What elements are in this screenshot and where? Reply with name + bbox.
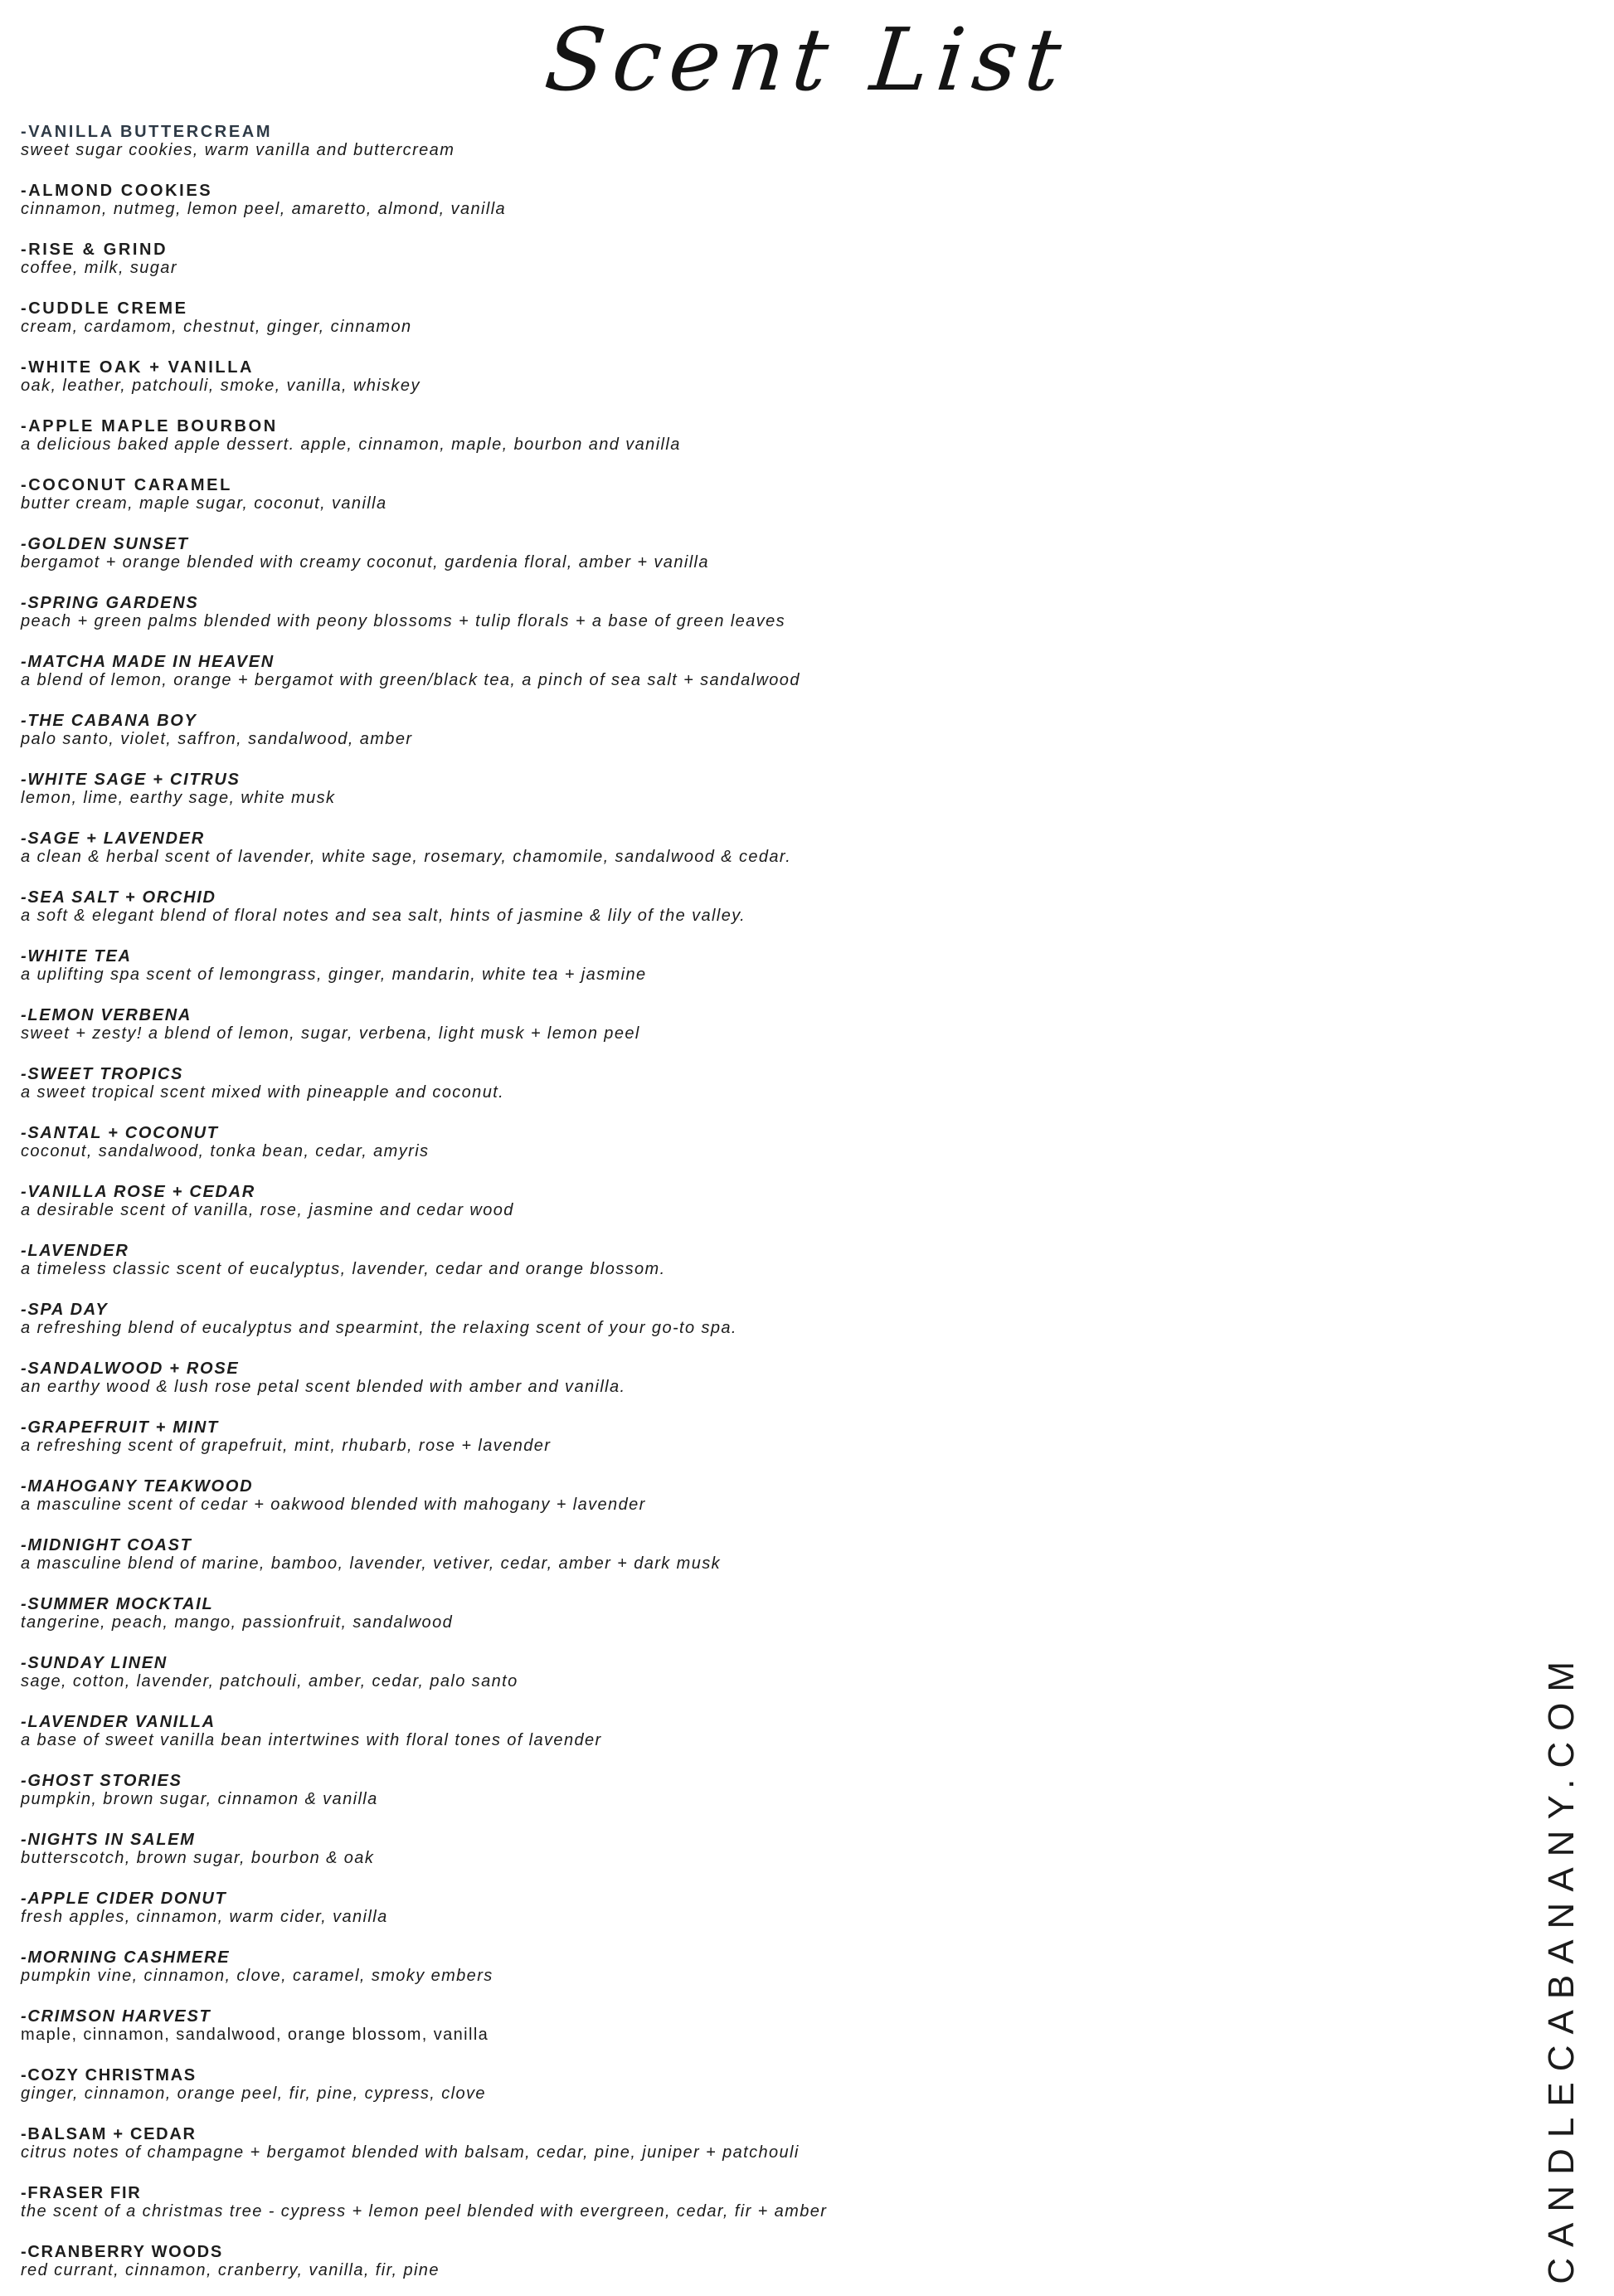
scent-entry [21, 299, 1514, 336]
scent-notes: the scent of a christmas tree - cypress + lemon peel blended with evergreen, cedar, fir + amber [21, 2202, 828, 2221]
scent-entry [21, 1006, 1514, 1043]
scent-notes: a clean & herbal scent of lavender, white sage, rosemary, chamomile, sandalwood & cedar. [21, 848, 792, 866]
scent-entry [21, 829, 1514, 866]
scent-name: -WHITE OAK + VANILLA [21, 358, 255, 377]
scent-entry [21, 1595, 1514, 1632]
scent-name: -SEA SALT + ORCHID [21, 888, 216, 907]
scent-notes: ginger, cinnamon, orange peel, fir, pine, cypress, clove [21, 2084, 486, 2103]
scent-name: -WHITE SAGE + CITRUS [21, 771, 241, 789]
scent-name: -GRAPEFRUIT + MINT [21, 1418, 219, 1437]
scent-name: -WHITE TEA [21, 947, 132, 966]
scent-name: -APPLE MAPLE BOURBON [21, 417, 278, 435]
scent-name: -LAVENDER VANILLA [21, 1713, 216, 1731]
scent-notes: pumpkin vine, cinnamon, clove, caramel, smoky embers [21, 1967, 493, 1985]
scent-notes: red currant, cinnamon, cranberry, vanilla, fir, pine [21, 2261, 440, 2279]
scent-entry [21, 1831, 1514, 1867]
scent-notes: maple, cinnamon, sandalwood, orange blossom, vanilla [21, 2026, 489, 2044]
scent-entry [21, 241, 1514, 277]
scent-entry [21, 2243, 1514, 2279]
scent-notes: an earthy wood & lush rose petal scent blended with amber and vanilla. [21, 1378, 626, 1396]
page-header [0, 0, 1614, 123]
scent-name: -SPA DAY [21, 1301, 109, 1319]
scent-entry [21, 358, 1514, 395]
scent-notes: a masculine scent of cedar + oakwood blended with mahogany + lavender [21, 1496, 646, 1514]
scent-entry [21, 1065, 1514, 1102]
scent-name: -SAGE + LAVENDER [21, 829, 205, 848]
scent-entry [21, 1301, 1514, 1337]
scent-name: -LAVENDER [21, 1242, 129, 1260]
scent-entry [21, 182, 1514, 218]
scent-notes: a desirable scent of vanilla, rose, jasmine and cedar wood [21, 1201, 514, 1219]
scent-entry [21, 947, 1514, 984]
scent-entry [21, 1477, 1514, 1514]
scent-name: -SUMMER MOCKTAIL [21, 1595, 214, 1613]
scent-name: -GHOST STORIES [21, 1772, 182, 1790]
scent-entry [21, 1183, 1514, 1219]
scent-notes: lemon, lime, earthy sage, white musk [21, 789, 336, 807]
scent-notes: a delicious baked apple dessert. apple, cinnamon, maple, bourbon and vanilla [21, 435, 681, 454]
scent-notes: a blend of lemon, orange + bergamot with green/black tea, a pinch of sea salt + sandalwood [21, 671, 800, 689]
scent-notes: tangerine, peach, mango, passionfruit, sandalwood [21, 1613, 454, 1632]
scent-notes: coconut, sandalwood, tonka bean, cedar, amyris [21, 1142, 430, 1160]
scent-name: -SWEET TROPICS [21, 1065, 184, 1083]
scent-name: -COZY CHRISTMAS [21, 2066, 197, 2084]
scent-entry [21, 1360, 1514, 1396]
scent-entry [21, 1536, 1514, 1573]
scent-notes: a soft & elegant blend of floral notes and sea salt, hints of jasmine & lily of the valley. [21, 907, 746, 925]
scent-notes: sweet sugar cookies, warm vanilla and buttercream [21, 141, 455, 159]
page-title: Scent List [540, 9, 1074, 110]
scent-entry [21, 476, 1514, 513]
scent-entry [21, 1124, 1514, 1160]
scent-name: -SANDALWOOD + ROSE [21, 1360, 240, 1378]
scent-notes: citrus notes of champagne + bergamot blended with balsam, cedar, pine, juniper + patchouli [21, 2143, 800, 2162]
scent-notes: coffee, milk, sugar [21, 259, 177, 277]
scent-notes: cream, cardamom, chestnut, ginger, cinnamon [21, 318, 412, 336]
scent-notes: bergamot + orange blended with creamy coconut, gardenia floral, amber + vanilla [21, 553, 709, 572]
scent-name: -CRANBERRY WOODS [21, 2243, 223, 2261]
scent-notes: oak, leather, patchouli, smoke, vanilla, whiskey [21, 377, 421, 395]
scent-entry [21, 417, 1514, 454]
scent-entry [21, 1772, 1514, 1808]
scent-notes: a uplifting spa scent of lemongrass, ginger, mandarin, white tea + jasmine [21, 966, 647, 984]
scent-list [0, 123, 1614, 2279]
scent-notes: peach + green palms blended with peony blossoms + tulip florals + a base of green leaves [21, 612, 786, 630]
scent-name: -CRIMSON HARVEST [21, 2007, 211, 2026]
scent-entry [21, 535, 1514, 572]
scent-notes: butterscotch, brown sugar, bourbon & oak [21, 1849, 375, 1867]
scent-name: -LEMON VERBENA [21, 1006, 192, 1024]
scent-entry [21, 1242, 1514, 1278]
scent-notes: palo santo, violet, saffron, sandalwood, amber [21, 730, 413, 748]
scent-notes: a sweet tropical scent mixed with pineapple and coconut. [21, 1083, 505, 1102]
scent-entry [21, 1890, 1514, 1926]
scent-name: -MATCHA MADE IN HEAVEN [21, 653, 275, 671]
scent-notes: sweet + zesty! a blend of lemon, sugar, verbena, light musk + lemon peel [21, 1024, 640, 1043]
scent-entry [21, 1713, 1514, 1749]
scent-entry [21, 2007, 1514, 2044]
scent-notes: pumpkin, brown sugar, cinnamon & vanilla [21, 1790, 378, 1808]
scent-entry [21, 1418, 1514, 1455]
scent-notes: a masculine blend of marine, bamboo, lavender, vetiver, cedar, amber + dark musk [21, 1554, 722, 1573]
scent-name: -APPLE CIDER DONUT [21, 1890, 227, 1908]
scent-name: -COCONUT CARAMEL [21, 476, 232, 494]
scent-name: -MIDNIGHT COAST [21, 1536, 192, 1554]
scent-entry [21, 653, 1514, 689]
scent-notes: a refreshing scent of grapefruit, mint, rhubarb, rose + lavender [21, 1437, 552, 1455]
scent-name: -THE CABANA BOY [21, 712, 197, 730]
scent-name: -RISE & GRIND [21, 241, 168, 259]
scent-notes: a timeless classic scent of eucalyptus, lavender, cedar and orange blossom. [21, 1260, 666, 1278]
scent-name: -MORNING CASHMERE [21, 1948, 231, 1967]
scent-name: -GOLDEN SUNSET [21, 535, 189, 553]
scent-name: -SANTAL + COCONUT [21, 1124, 219, 1142]
scent-name: -CUDDLE CREME [21, 299, 188, 318]
scent-entry [21, 1654, 1514, 1690]
scent-notes: butter cream, maple sugar, coconut, vanilla [21, 494, 387, 513]
scent-entry [21, 888, 1514, 925]
scent-name: -VANILLA ROSE + CEDAR [21, 1183, 255, 1201]
scent-name: -NIGHTS IN SALEM [21, 1831, 196, 1849]
scent-notes: a refreshing blend of eucalyptus and spearmint, the relaxing scent of your go-to spa. [21, 1319, 737, 1337]
scent-name: -VANILLA BUTTERCREAM [21, 123, 273, 141]
scent-name: -BALSAM + CEDAR [21, 2125, 197, 2143]
scent-entry [21, 2184, 1514, 2221]
scent-notes: fresh apples, cinnamon, warm cider, vanilla [21, 1908, 388, 1926]
scent-name: -SUNDAY LINEN [21, 1654, 168, 1672]
scent-name: -ALMOND COOKIES [21, 182, 213, 200]
scent-entry [21, 594, 1514, 630]
scent-notes: a base of sweet vanilla bean intertwines with floral tones of lavender [21, 1731, 602, 1749]
scent-name: -SPRING GARDENS [21, 594, 199, 612]
website-url: CANDLECABANANY.COM [1541, 1651, 1582, 2284]
scent-name: -FRASER FIR [21, 2184, 142, 2202]
scent-entry [21, 1948, 1514, 1985]
scent-notes: cinnamon, nutmeg, lemon peel, amaretto, almond, vanilla [21, 200, 507, 218]
scent-entry [21, 2066, 1514, 2103]
scent-notes: sage, cotton, lavender, patchouli, amber, cedar, palo santo [21, 1672, 518, 1690]
scent-entry [21, 712, 1514, 748]
scent-entry [21, 123, 1514, 159]
scent-entry [21, 771, 1514, 807]
scent-name: -MAHOGANY TEAKWOOD [21, 1477, 254, 1496]
scent-entry [21, 2125, 1514, 2162]
